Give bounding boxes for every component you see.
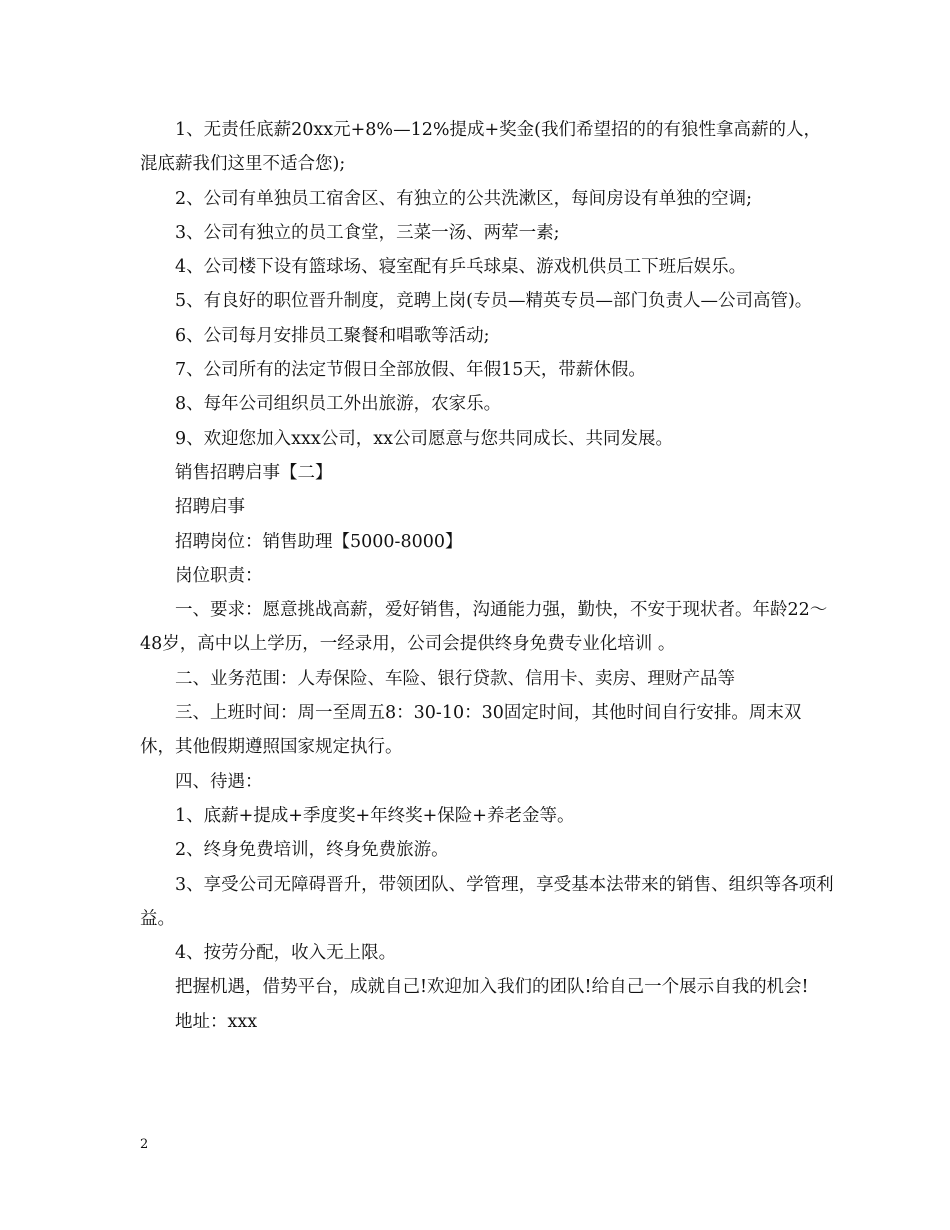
section-title: 销售招聘启事【二】 bbox=[175, 462, 333, 483]
document-body bbox=[140, 113, 835, 1039]
duties-heading: 岗位职责： bbox=[175, 565, 263, 586]
page-number: 2 bbox=[140, 1137, 149, 1152]
paragraph-business-scope: 二、业务范围：人寿保险、车险、银行贷款、信用卡、卖房、理财产品等 bbox=[175, 668, 735, 689]
paragraph-benefit-6: 6、公司每月安排员工聚餐和唱歌等活动; bbox=[175, 325, 490, 346]
paragraph-benefit-9: 9、欢迎您加入xxx公司，xx公司愿意与您共同成长、共同发展。 bbox=[175, 428, 673, 449]
paragraph-address: 地址：xxx bbox=[175, 1011, 258, 1032]
paragraph-treatment-4: 4、按劳分配，收入无上限。 bbox=[175, 943, 397, 964]
treatment-heading: 四、待遇： bbox=[175, 771, 263, 792]
paragraph-requirements: 一、要求：愿意挑战高薪，爱好销售，沟通能力强，勤快，不安于现状者。年龄22～48岁，高中以上学历，一经录用，公司会提供终身免费专业化培训 。 bbox=[140, 600, 828, 655]
paragraph-benefit-4: 4、公司楼下设有篮球场、寝室配有乒乓球桌、游戏机供员工下班后娱乐。 bbox=[175, 257, 747, 278]
recruit-position: 招聘岗位：销售助理【5000-8000】 bbox=[175, 531, 463, 552]
paragraph-treatment-2: 2、终身免费培训，终身免费旅游。 bbox=[175, 840, 449, 861]
paragraph-benefit-2: 2、公司有单独员工宿舍区、有独立的公共洗漱区，每间房设有单独的空调; bbox=[175, 188, 753, 209]
paragraph-treatment-1: 1、底薪+提成+季度奖+年终奖+保险+养老金等。 bbox=[175, 805, 575, 826]
paragraph-work-hours: 三、上班时间：周一至周五8：30-10：30固定时间，其他时间自行安排。周末双休，其他假期遵照国家规定执行。 bbox=[140, 703, 802, 758]
notice-heading: 招聘启事 bbox=[175, 497, 245, 518]
paragraph-treatment-3: 3、享受公司无障碍晋升，带领团队、学管理，享受基本法带来的销售、组织等各项利益。 bbox=[140, 874, 834, 929]
paragraph-benefit-7: 7、公司所有的法定节假日全部放假、年假15天，带薪休假。 bbox=[175, 360, 646, 381]
paragraph-benefit-5: 5、有良好的职位晋升制度，竞聘上岗(专员—精英专员—部门负责人—公司高管)。 bbox=[175, 291, 813, 312]
paragraph-closing: 把握机遇，借势平台，成就自己!欢迎加入我们的团队!给自己一个展示自我的机会! bbox=[175, 977, 809, 998]
paragraph-benefit-3: 3、公司有独立的员工食堂，三菜一汤、两荤一素; bbox=[175, 222, 560, 243]
paragraph-benefit-1: 1、无责任底薪20xx元+8%—12%提成+奖金(我们希望招的的有狼性拿高薪的人，混底薪我们这里不适合您); bbox=[140, 120, 821, 175]
paragraph-benefit-8: 8、每年公司组织员工外出旅游，农家乐。 bbox=[175, 394, 502, 415]
